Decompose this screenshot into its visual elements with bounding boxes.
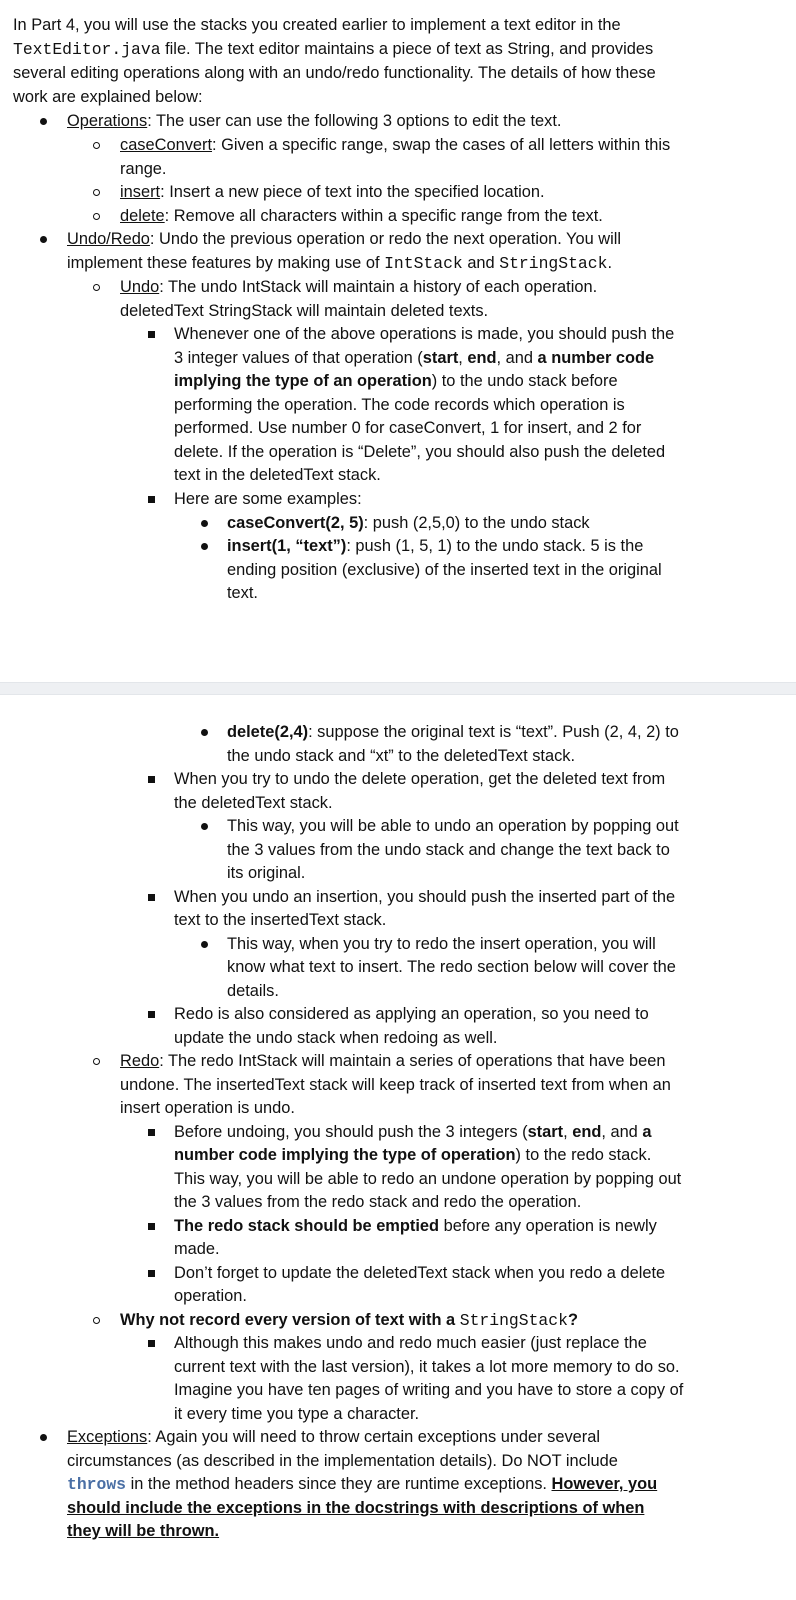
bullet-square (148, 496, 155, 503)
page-break (0, 682, 796, 695)
undo-item: Undo: The undo IntStack will maintain a history of each operation. (120, 278, 598, 296)
push-line-6: delete. If the operation is “Delete”, you should also push the deleted (174, 443, 666, 461)
undoredo-line-2: implement these features by making use of IntStack and StringStack. (67, 254, 612, 273)
operations-item: Operations: The user can use the following 3 options to edit the text. (67, 112, 562, 130)
before-undo-line-2: number code implying the type of operation) to the redo stack. (174, 1146, 652, 1164)
document-page-1 (0, 0, 796, 682)
bullet-dot (201, 520, 208, 527)
example-insert-line-3: text. (227, 584, 258, 602)
undo-insert-sub-2: know what text to insert. The redo section below will cover the (227, 958, 676, 976)
exceptions-item: Exceptions: Again you will need to throw certain exceptions under several (67, 1428, 601, 1446)
intstack-code: IntStack (384, 254, 463, 273)
before-undo-line-1: Before undoing, you should push the 3 integers (start, end, and a (174, 1123, 652, 1141)
operations-term: Operations (67, 112, 148, 130)
bullet-square (148, 1340, 155, 1347)
undo-insert-line-1: When you undo an insertion, you should push the inserted part of the (174, 888, 676, 906)
emptied-line-1: The redo stack should be emptied before any operation is newly (174, 1217, 657, 1235)
caseconvert-item: caseConvert: Given a specific range, swap the cases of all letters within this (120, 136, 671, 154)
undo-delete-sub-3: its original. (227, 864, 306, 882)
dont-forget-line-2: operation. (174, 1287, 247, 1305)
throws-keyword: throws (67, 1475, 127, 1494)
why-sub-2: current text with the last version), it takes a lot more memory to do so. (174, 1358, 680, 1376)
exceptions-line-5: they will be thrown. (67, 1522, 220, 1540)
stringstack-code: StringStack (499, 254, 608, 273)
bullet-dot (40, 1434, 47, 1441)
bullet-circle (93, 213, 100, 220)
why-sub-1: Although this makes undo and redo much easier (just replace the (174, 1334, 647, 1352)
bullet-circle (93, 189, 100, 196)
example-caseconvert: caseConvert(2, 5): push (2,5,0) to the undo stack (227, 514, 590, 532)
document-page-2 (0, 695, 796, 1600)
intro-line-4: work are explained below: (13, 88, 203, 106)
undo-delete-sub-2: the 3 values from the undo stack and change the text back to (227, 841, 670, 859)
redo-line-3: insert operation is undo. (120, 1099, 295, 1117)
bullet-square (148, 1011, 155, 1018)
bullet-square (148, 894, 155, 901)
push-line-7: text in the deletedText stack. (174, 466, 381, 484)
dont-forget-line-1: Don’t forget to update the deletedText stack when you redo a delete (174, 1264, 666, 1282)
undo-line-2: deletedText StringStack will maintain deleted texts. (120, 302, 489, 320)
why-sub-3: Imagine you have ten pages of writing and you have to store a copy of (174, 1381, 684, 1399)
undo-delete-line-1: When you try to undo the delete operation, get the deleted text from (174, 770, 666, 788)
intro-line-2: TextEditor.java file. The text editor maintains a piece of text as String, and provides (13, 40, 654, 59)
intro-line-3: several editing operations along with an undo/redo functionality. The details of how these (13, 64, 656, 82)
texteditor-filename: TextEditor.java (13, 40, 161, 59)
bullet-circle (93, 1058, 100, 1065)
bullet-square (148, 776, 155, 783)
push-line-2: 3 integer values of that operation (start, end, and a number code (174, 349, 655, 367)
bullet-dot (201, 941, 208, 948)
bullet-dot (40, 236, 47, 243)
push-line-5: performed. Use number 0 for caseConvert, 1 for insert, and 2 for (174, 419, 642, 437)
example-insert-line-2: ending position (exclusive) of the inserted text in the original (227, 561, 662, 579)
why-item: Why not record every version of text with a StringStack? (120, 1311, 578, 1330)
example-insert: insert(1, “text”): push (1, 5, 1) to the undo stack. 5 is the (227, 537, 644, 555)
examples-label: Here are some examples: (174, 490, 362, 508)
bullet-circle (93, 284, 100, 291)
before-undo-line-3: This way, you will be able to redo an undone operation by popping out (174, 1170, 682, 1188)
bullet-dot (40, 118, 47, 125)
exceptions-line-3: throws in the method headers since they are runtime exceptions. However, you (67, 1475, 658, 1494)
bullet-dot (201, 729, 208, 736)
emptied-line-2: made. (174, 1240, 220, 1258)
bullet-dot (201, 823, 208, 830)
bullet-square (148, 1270, 155, 1277)
redo-line-2: undone. The insertedText stack will keep track of inserted text from when an (120, 1076, 671, 1094)
bullet-circle (93, 1317, 100, 1324)
redo-apply-line-2: update the undo stack when redoing as well. (174, 1029, 498, 1047)
undo-delete-sub-1: This way, you will be able to undo an operation by popping out (227, 817, 679, 835)
redo-apply-line-1: Redo is also considered as applying an operation, so you need to (174, 1005, 649, 1023)
example-delete-line-2: the undo stack and “xt” to the deletedText stack. (227, 747, 576, 765)
example-delete: delete(2,4): suppose the original text is “text”. Push (2, 4, 2) to (227, 723, 679, 741)
delete-item: delete: Remove all characters within a specific range from the text. (120, 207, 603, 225)
exceptions-line-2: circumstances (as described in the implementation details). Do NOT include (67, 1452, 618, 1470)
undoredo-item: Undo/Redo: Undo the previous operation or redo the next operation. You will (67, 230, 622, 248)
bullet-square (148, 1129, 155, 1136)
undo-insert-line-2: text to the insertedText stack. (174, 911, 387, 929)
push-line-1: Whenever one of the above operations is made, you should push the (174, 325, 675, 343)
bullet-dot (201, 543, 208, 550)
push-line-3: implying the type of an operation) to the undo stack before (174, 372, 618, 390)
undo-insert-sub-3: details. (227, 982, 279, 1000)
bullet-square (148, 1223, 155, 1230)
why-sub-4: it every time you type a character. (174, 1405, 420, 1423)
before-undo-line-4: the 3 values from the redo stack and redo the operation. (174, 1193, 582, 1211)
redo-item: Redo: The redo IntStack will maintain a series of operations that have been (120, 1052, 666, 1070)
push-line-4: performing the operation. The code records which operation is (174, 396, 625, 414)
bullet-circle (93, 142, 100, 149)
undo-delete-line-2: the deletedText stack. (174, 794, 333, 812)
intro-line-1: In Part 4, you will use the stacks you created earlier to implement a text editor in the (13, 16, 621, 34)
exceptions-line-4: should include the exceptions in the docstrings with descriptions of when (67, 1499, 645, 1517)
undo-insert-sub-1: This way, when you try to redo the insert operation, you will (227, 935, 656, 953)
caseconvert-line-2: range. (120, 160, 167, 178)
insert-item: insert: Insert a new piece of text into the specified location. (120, 183, 545, 201)
bullet-square (148, 331, 155, 338)
